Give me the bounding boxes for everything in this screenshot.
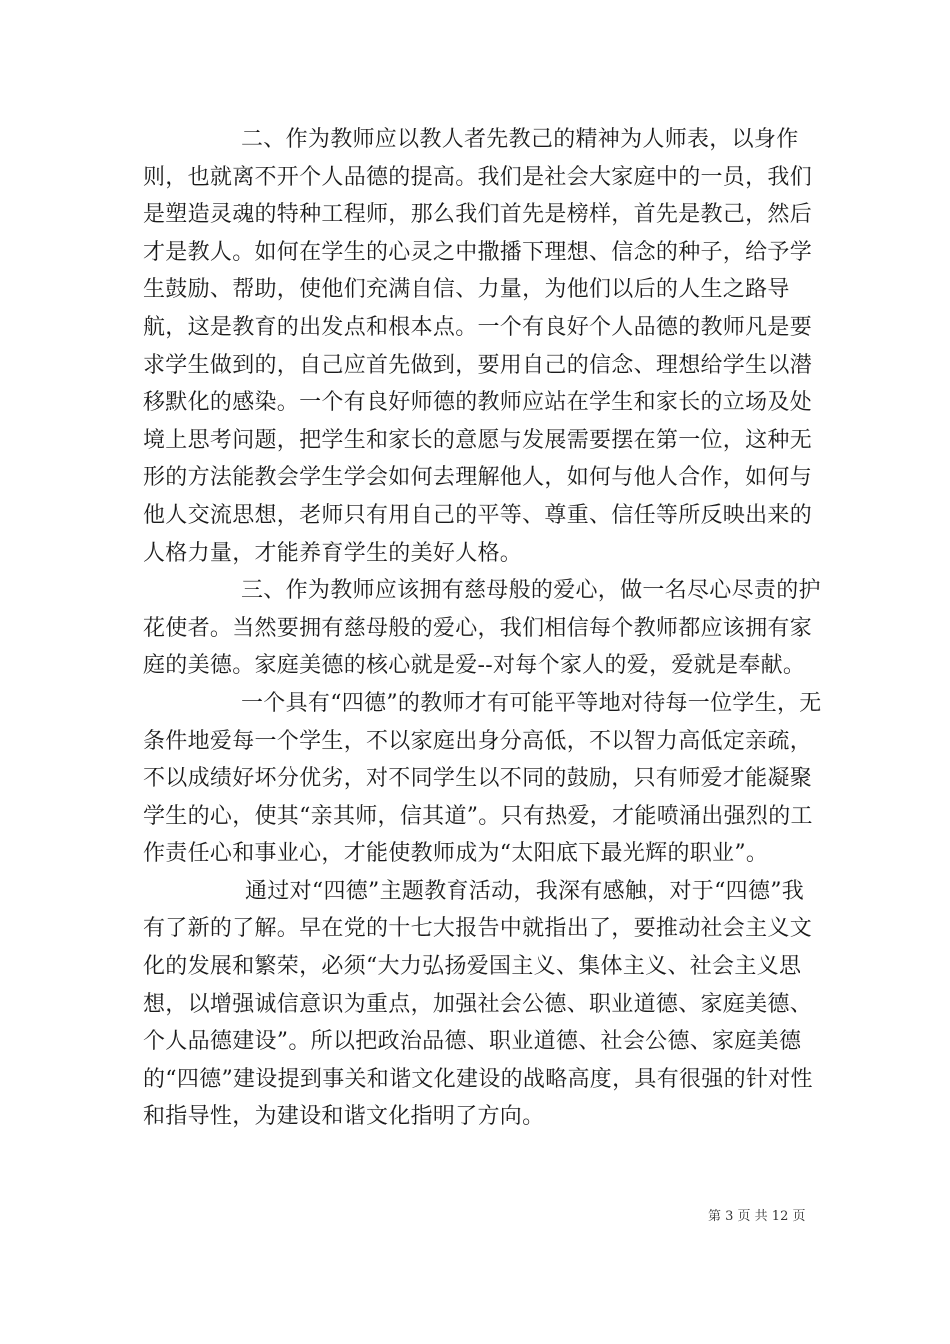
document-body [143, 121, 825, 1136]
paragraph-3-loving-heart: 三、作为教师应该拥有慈母般的爱心，做一名尽心尽责的护花使者。当然要拥有慈母般的爱心，我们相信每个教师都应该拥有家庭的美德。家庭美德的核心就是爱--对每个家人的爱，爱就是奉献。 [143, 578, 821, 679]
page-number-footer: 第 3 页 共 12 页 [708, 1209, 806, 1224]
paragraph-conclusion: 通过对“四德”主题教育活动，我深有感触，对于“四德”我有了新的了解。早在党的十七大报告中就指出了，要推动社会主义文化的发展和繁荣，必须“大力弘扬爱国主义、集体主义、社会主义思想，以增强诚信意识为重点，加强社会公德、职业道德、家庭美德、个人品德建设”。所以把政治品德、职业道德、社会公德、家庭美德的“四德”建设提到事关和谐文化建设的战略高度，具有很强的针对性和指导性，为建设和谐文化指明了方向。 [143, 878, 813, 1130]
paragraph-four-virtues-teacher: 一个具有“四德”的教师才有可能平等地对待每一位学生，无条件地爱每一个学生，不以家庭出身分高低，不以智力高低定亲疏，不以成绩好坏分优劣，对不同学生以不同的鼓励，只有师爱才能凝聚学生的心，使其“亲其师，信其道”。只有热爱，才能喷涌出强烈的工作责任心和事业心，才能使教师成为“太阳底下最光辉的职业”。 [143, 690, 822, 867]
paragraph-2-personal-virtue: 二、作为教师应以教人者先教己的精神为人师表，以身作则，也就离不开个人品德的提高。我们是社会大家庭中的一员，我们是塑造灵魂的特种工程师，那么我们首先是榜样，首先是教己，然后才是教人。如何在学生的心灵之中撒播下理想、信念的种子，给予学生鼓励、帮助，使他们充满自信、力量，为他们以后的人生之路导航，这是教育的出发点和根本点。一个有良好个人品德的教师凡是要求学生做到的，自己应首先做到，要用自己的信念、理想给学生以潜移默化的感染。一个有良好师德的教师应站在学生和家长的立场及处境上思考问题，把学生和家长的意愿与发展需要摆在第一位，这种无形的方法能教会学生学会如何去理解他人，如何与他人合作，如何与他人交流思想，老师只有用自己的平等、尊重、信任等所反映出来的人格力量，才能养育学生的美好人格。 [143, 127, 813, 566]
